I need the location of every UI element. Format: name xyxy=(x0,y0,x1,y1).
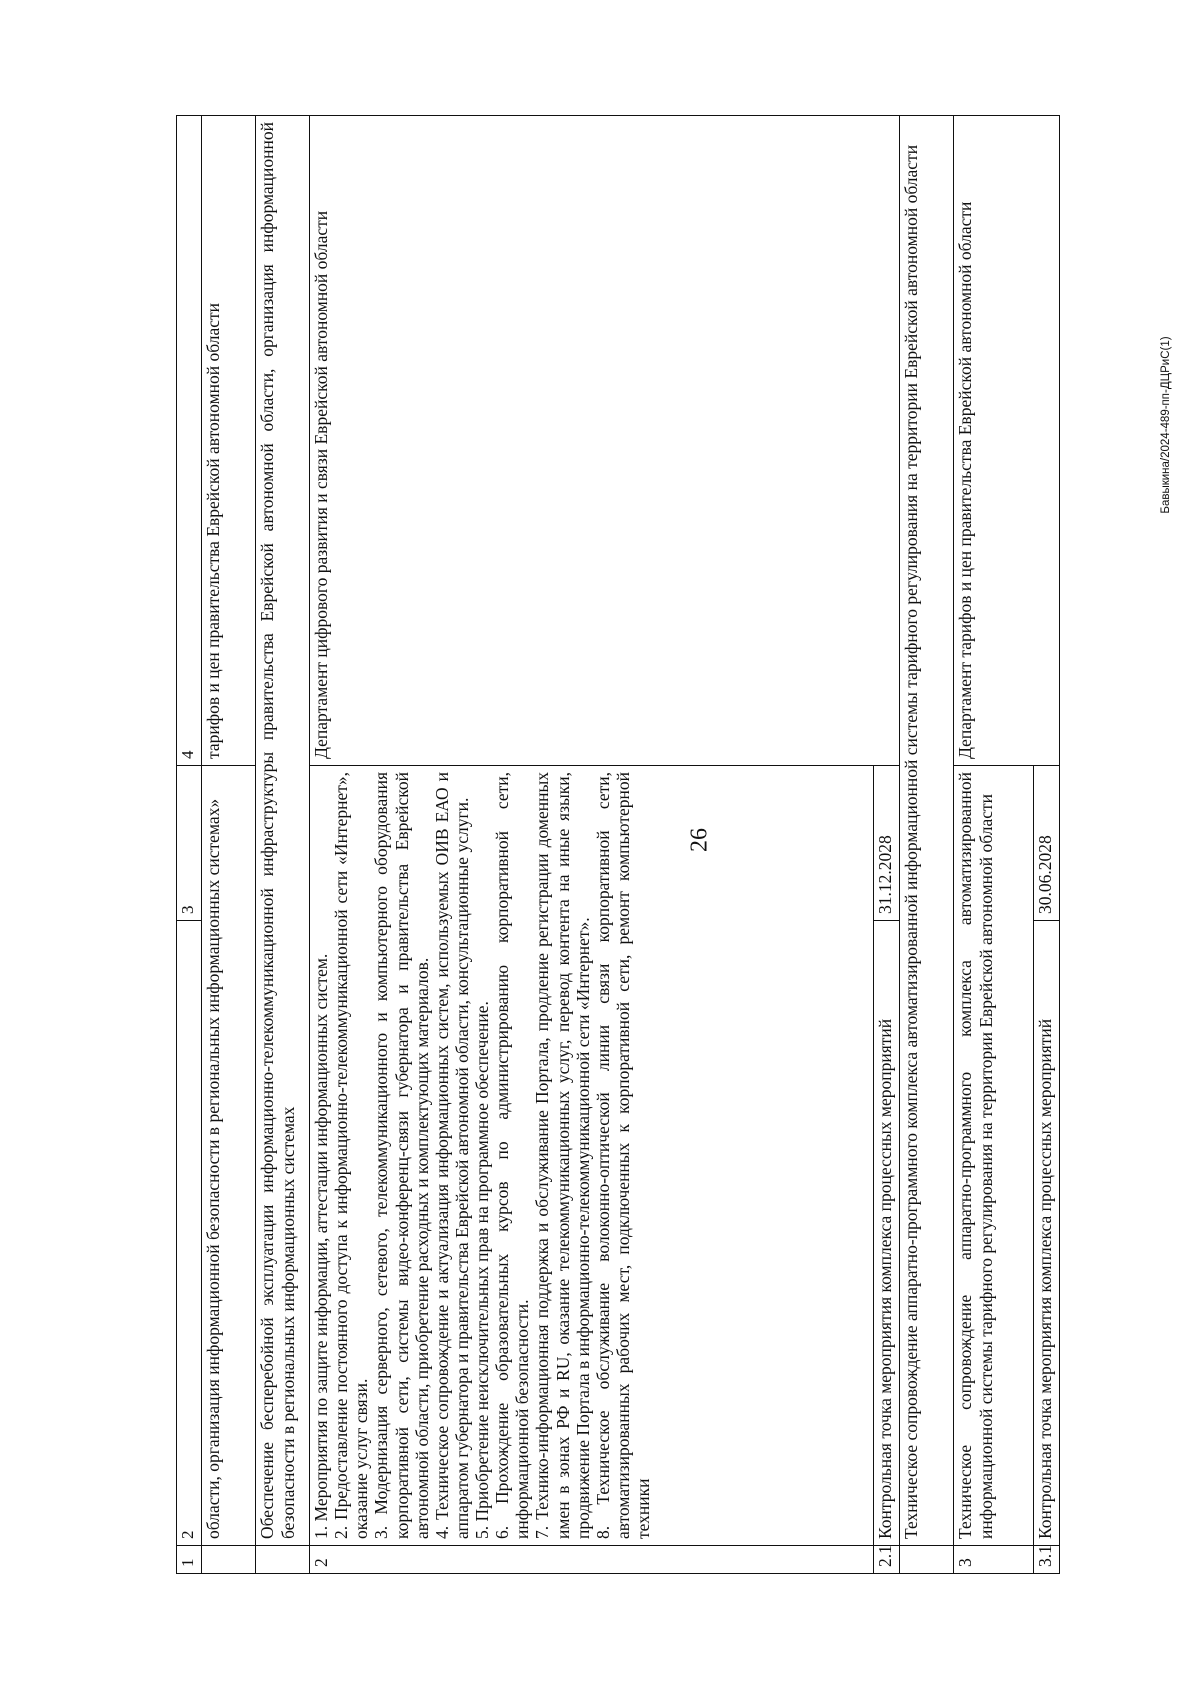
row-3-executor: Департамент тарифов и цен правительства Еврейской автономной области xyxy=(954,116,1060,766)
header-col-1: 1 xyxy=(177,1546,202,1574)
row-3-1-text: Контрольная точка мероприятия комплекса процессных мероприятий xyxy=(1034,921,1060,1546)
header-row xyxy=(177,116,202,1574)
row-2-1-num: 2.1 xyxy=(874,1546,900,1574)
row-2-num: 2 xyxy=(310,1546,874,1574)
header-col-2: 2 xyxy=(177,921,202,1546)
row-3-num: 3 xyxy=(954,1546,1034,1574)
page-number: 26 xyxy=(686,828,713,852)
continuation-row xyxy=(202,116,256,1574)
header-col-4: 4 xyxy=(177,116,202,766)
measures-table xyxy=(176,115,1060,1574)
row-2-1-text: Контрольная точка мероприятия комплекса процессных мероприятий xyxy=(874,921,900,1546)
section2-row xyxy=(900,116,954,1574)
section-text-cell: Обеспечение бесперебойной эксплуатации информационно-телекоммуникационной инфраструктуры правительства Еврейской автономной области, организация информационной безопасности в региональных информационных системах xyxy=(256,116,310,1546)
row-2-item: 2. Предоставление постоянного доступа к информационно-телекоммуникационной сети «Интернет», оказание услуг связи. xyxy=(331,772,372,1539)
section2-text-cell: Техническое сопровождение аппаратно-программного комплекса автоматизированной информационной системы тарифного регулирования на территории Еврейской автономной области xyxy=(900,116,954,1546)
table-row-2 xyxy=(310,116,874,1574)
row-2-item: 3. Модернизация серверного, сетевого, телекоммуникационного и компьютерного оборудования корпоративной сети, системы видео-конференц-связи губернатора и правительства Еврейской автономной области, приобретение расходных и комплектующих материалов. xyxy=(371,772,432,1539)
document-code: Бавыкина/2024-489-пп-ДЦРиС(1) xyxy=(1160,336,1172,514)
row-2-1-date: 31.12.2028 xyxy=(874,766,900,921)
section-row xyxy=(256,116,310,1574)
row-2-item: 8. Техническое обслуживание волоконно-оптической линии связи корпоративной сети, автоматизированных рабочих мест, подключенных к корпоративной сети, ремонт компьютерной техники xyxy=(592,772,653,1539)
row-3-1-date: 30.06.2028 xyxy=(1034,766,1060,921)
cont-executor-cell: тарифов и цен правительства Еврейской автономной области xyxy=(202,116,256,766)
cont-text-cell: области, организация информационной безопасности в региональных информационных системах» xyxy=(202,766,256,1546)
row-3-1-num: 3.1 xyxy=(1034,1546,1060,1574)
row-2-executor: Департамент цифрового развития и связи Еврейской автономной области xyxy=(310,116,900,766)
row-2-item: 7. Технико-информационная поддержка и обслуживание Портала, продление регистрации доменных имен в зонах РФ и RU, оказание телекоммуникационных услуг, перевод контента на иные языки, продвижение Портала в информационно-телекоммуникационной сети «Интернет». xyxy=(532,772,593,1539)
row-3-text: Техническое сопровождение аппаратно-программного комплекса автоматизированной информационной системы тарифного регулирования на территории Еврейской автономной области xyxy=(954,766,1034,1546)
section-num-cell xyxy=(256,1546,310,1574)
row-2-item: 5. Приобретение неисключительных прав на программное обеспечение. xyxy=(472,1001,492,1539)
header-col-3: 3 xyxy=(177,766,202,921)
row-2-item: 4. Техническое сопровождение и актуализация информационных систем, используемых ОИВ ЕАО и аппаратом губернатора и правительства Еврейской автономной области, консультационные услуги. xyxy=(431,772,472,1539)
cont-num-cell xyxy=(202,1546,256,1574)
row-2-item: 1. Мероприятия по защите информации, аттестации информационных систем. xyxy=(311,953,331,1539)
table-row-3 xyxy=(954,116,1034,1574)
row-2-items-cell xyxy=(310,766,874,1546)
rotated-table-container xyxy=(176,116,1060,1574)
section2-num-cell xyxy=(900,1546,954,1574)
row-2-item: 6. Прохождение образовательных курсов по администрированию корпоративной сети, информационной безопасности. xyxy=(492,772,533,1539)
